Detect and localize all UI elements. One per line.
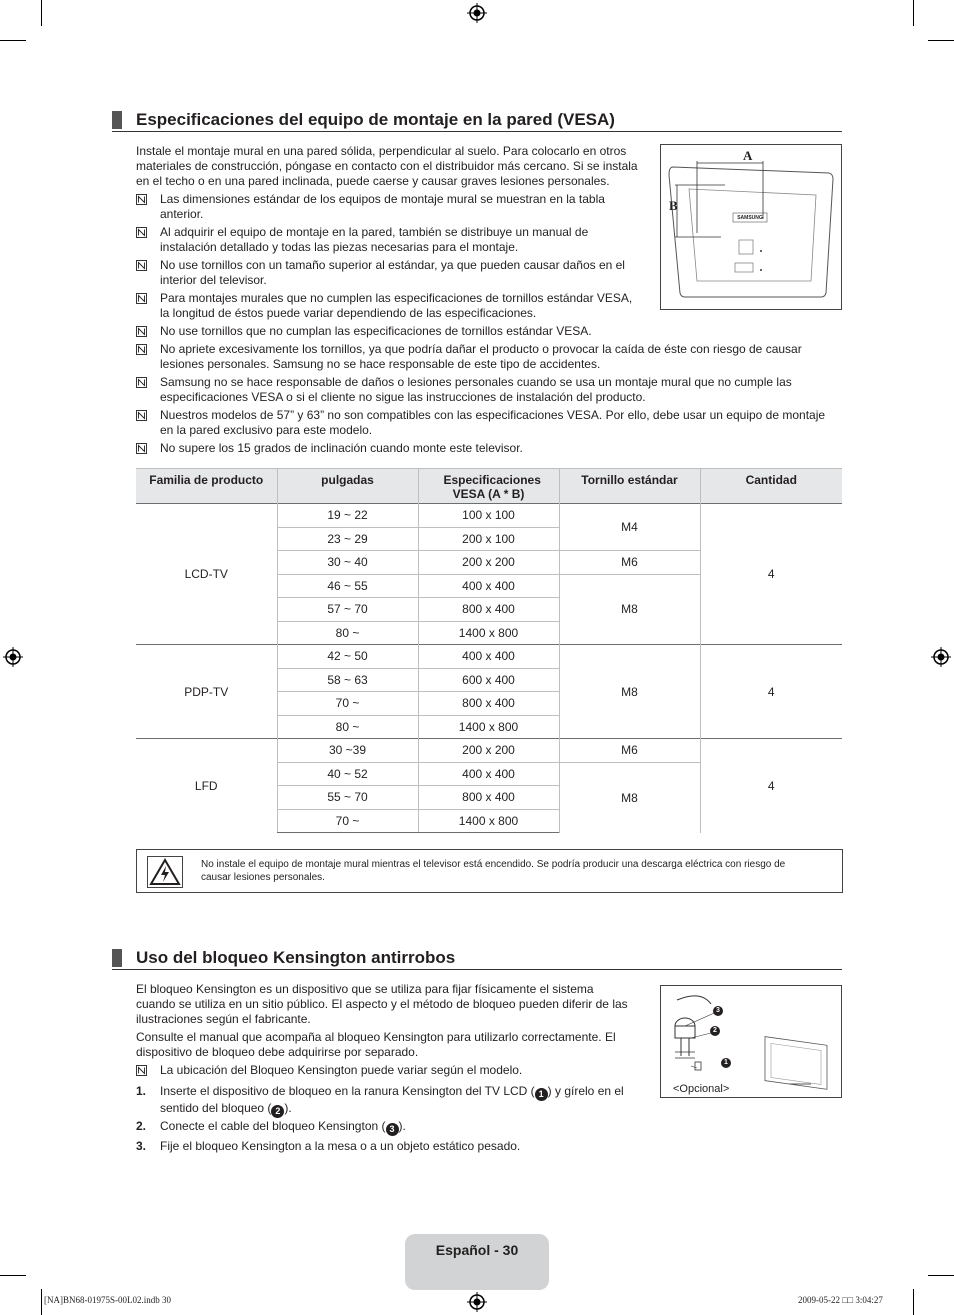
header-screw: Tornillo estándar — [559, 469, 700, 504]
para-line: El bloqueo Kensington es un dispositivo que se utiliza para fijar físicamente el sistema — [136, 982, 594, 996]
note-item — [136, 324, 842, 339]
note-text: Samsung no se hace responsable de daños o lesiones personales cuando se usa un montaje mural que no cumple las especificaciones VESA o si el cliente no sigue las instrucciones de instalación del producto. — [160, 375, 792, 404]
illus-caption: <Opcional> — [673, 1083, 730, 1095]
cell-quantity: 4 — [700, 739, 842, 833]
vesa-spec-table — [136, 468, 842, 833]
warning-text — [201, 858, 831, 884]
registration-mark-icon — [3, 647, 23, 667]
step-text: Inserte el dispositivo de bloqueo en la ranura Kensington del TV LCD ( 1 ) y gírelo en el sentido del bloqueo ( 2 ). — [160, 1084, 624, 1116]
step-number: 1. — [136, 1084, 147, 1098]
cell-screw: M6 — [559, 739, 700, 763]
note-icon — [136, 377, 147, 388]
section-rule — [112, 131, 842, 132]
intro-line: en el techo o en una pared inclinada, puede caerse y causar graves lesiones personales. — [136, 174, 610, 188]
number-2-icon: 2 — [710, 1026, 720, 1036]
tv-back-diagram — [660, 144, 842, 310]
registration-mark-icon — [931, 647, 951, 667]
cell-inches: 55 ~ 70 — [277, 786, 418, 810]
cell-vesa: 100 x 100 — [418, 504, 559, 528]
cell-inches: 23 ~ 29 — [277, 527, 418, 551]
table-row — [136, 739, 842, 763]
footer-left: [NA]BN68-01975S-00L02.indb 30 — [44, 1295, 171, 1305]
cell-vesa: 600 x 400 — [418, 668, 559, 692]
diagram-brand: SAMSUNG — [737, 215, 763, 221]
crop-mark — [41, 0, 42, 26]
para-line: ilustraciones según el fabricante. — [136, 1012, 311, 1026]
registration-mark-icon — [467, 1292, 487, 1312]
tv-back-icon — [661, 145, 841, 309]
cell-family: LFD — [136, 739, 277, 833]
section-bar — [112, 949, 122, 967]
cell-inches: 46 ~ 55 — [277, 574, 418, 598]
intro-line: materiales de construcción, póngase en contacto con el distribuidor más cercano. Si se instala — [136, 159, 638, 173]
step-number: 3. — [136, 1139, 147, 1153]
para-line: Consulte el manual que acompaña al bloqueo Kensington para utilizarlo correctamente. El — [136, 1030, 616, 1044]
step-number: 2. — [136, 1119, 147, 1133]
note-text: Las dimensiones estándar de los equipos de montaje mural se muestran en la tabla anterior. — [160, 192, 605, 221]
cell-inches: 70 ~ — [277, 809, 418, 833]
cell-inches: 80 ~ — [277, 621, 418, 645]
section-bar — [112, 111, 122, 129]
kensington-lock-icon — [661, 986, 841, 1097]
note-item — [136, 408, 842, 438]
crop-mark — [41, 1289, 42, 1315]
cell-vesa: 200 x 100 — [418, 527, 559, 551]
kensington-paragraph — [136, 982, 656, 1060]
note-item — [136, 375, 842, 405]
note-item — [136, 441, 842, 456]
page-number-box — [405, 1234, 549, 1290]
cell-vesa: 200 x 200 — [418, 551, 559, 575]
warning-line: causar lesiones personales. — [201, 872, 325, 883]
note-item — [136, 1063, 656, 1078]
header-vesa: Especificaciones VESA (A * B) — [418, 469, 559, 504]
note-icon — [136, 194, 147, 205]
note-text: Al adquirir el equipo de montaje en la pared, también se distribuye un manual de instalación detallado y todas las piezas necesarias para el montaje. — [160, 225, 589, 254]
cell-inches: 57 ~ 70 — [277, 598, 418, 622]
note-icon — [136, 410, 147, 421]
diagram-label-a: A — [743, 148, 753, 163]
note-text: No use tornillos con un tamaño superior al estándar, ya que pueden causar daños en el interior del televisor. — [160, 258, 625, 287]
intro-line: Instale el montaje mural en una pared sólida, perpendicular al suelo. Para colocarlo en otros — [136, 144, 627, 158]
para-line: cuando se utiliza en un sitio público. El aspecto y el método de bloqueo pueden diferir de las — [136, 997, 628, 1011]
crop-mark — [913, 0, 914, 26]
registration-mark-icon — [467, 3, 487, 23]
header-quantity: Cantidad — [700, 469, 842, 504]
note-icon — [136, 344, 147, 355]
cell-family: PDP-TV — [136, 645, 277, 739]
kensington-diagram — [660, 985, 842, 1098]
section-rule — [112, 969, 842, 970]
note-text: No apriete excesivamente los tornillos, ya que podría dañar el producto o provocar la caída de éste con riesgo de causar lesiones personales. Samsung no se hace responsable de este tipo de accidentes. — [160, 342, 802, 371]
page-label: Español - 30 — [435, 1242, 519, 1258]
cell-quantity: 4 — [700, 504, 842, 645]
note-item — [136, 258, 646, 288]
cell-inches: 30 ~ 40 — [277, 551, 418, 575]
number-1-icon: 1 — [535, 1088, 548, 1101]
note-icon — [136, 326, 147, 337]
note-item — [136, 225, 646, 255]
note-text: No supere los 15 grados de inclinación cuando monte este televisor. — [160, 441, 523, 455]
para-line: dispositivo de bloqueo debe adquirirse por separado. — [136, 1045, 419, 1059]
crop-mark — [0, 40, 26, 41]
cell-inches: 58 ~ 63 — [277, 668, 418, 692]
header-product-family: Familia de producto — [136, 469, 277, 504]
cell-inches: 42 ~ 50 — [277, 645, 418, 669]
table-row — [136, 645, 842, 669]
step-text: Conecte el cable del bloqueo Kensington ( 3 ). — [160, 1119, 406, 1134]
cell-vesa: 800 x 400 — [418, 692, 559, 716]
note-icon — [136, 1065, 147, 1076]
note-item — [136, 291, 646, 321]
note-text: No use tornillos que no cumplan las especificaciones de tornillos estándar VESA. — [160, 324, 592, 338]
section-title-text: Especificaciones del equipo de montaje en la pared (VESA) — [136, 110, 615, 129]
cell-screw: M8 — [559, 574, 700, 645]
number-3-icon: 3 — [713, 1006, 723, 1016]
note-icon — [136, 260, 147, 271]
cell-vesa: 1400 x 800 — [418, 715, 559, 739]
diagram-label-b: B — [669, 198, 678, 213]
note-text: Para montajes murales que no cumplen las especificaciones de tornillos estándar VESA, la longitud de éstos puede variar dependiendo de las especificaciones. — [160, 291, 633, 320]
cell-vesa: 1400 x 800 — [418, 809, 559, 833]
section-title-vesa — [112, 110, 842, 132]
cell-vesa: 400 x 400 — [418, 645, 559, 669]
note-icon — [136, 227, 147, 238]
cell-vesa: 400 x 400 — [418, 574, 559, 598]
header-inches: pulgadas — [277, 469, 418, 504]
cell-inches: 40 ~ 52 — [277, 762, 418, 786]
cell-family: LCD-TV — [136, 504, 277, 645]
cell-screw: M8 — [559, 645, 700, 739]
note-text: La ubicación del Bloqueo Kensington puede variar según el modelo. — [160, 1063, 523, 1077]
footer-right: 2009-05-22 □□ 3:04:27 — [798, 1295, 883, 1305]
cell-quantity: 4 — [700, 645, 842, 739]
cell-vesa: 1400 x 800 — [418, 621, 559, 645]
section-title-text: Uso del bloqueo Kensington antirrobos — [136, 948, 456, 967]
number-1-icon: 1 — [721, 1058, 731, 1068]
note-item — [136, 342, 842, 372]
section-title-kensington — [112, 948, 842, 970]
number-2-icon: 2 — [271, 1105, 284, 1118]
table-header-row — [136, 469, 842, 504]
note-text: Nuestros modelos de 57” y 63” no son compatibles con las especificaciones VESA. Por ello, debe usar un equipo de montaje en la pared exclusivo para este modelo. — [160, 408, 826, 437]
cell-vesa: 400 x 400 — [418, 762, 559, 786]
note-icon — [136, 293, 147, 304]
intro-paragraph — [136, 144, 656, 189]
cell-vesa: 200 x 200 — [418, 739, 559, 763]
cell-inches: 80 ~ — [277, 715, 418, 739]
crop-mark — [928, 40, 954, 41]
note-item — [136, 192, 646, 222]
electric-shock-warning-icon — [147, 856, 183, 888]
cell-screw: M4 — [559, 504, 700, 551]
cell-vesa: 800 x 400 — [418, 786, 559, 810]
warning-line: No instale el equipo de montaje mural mientras el televisor está encendido. Se podría producir una descarga eléctrica con riesgo de — [201, 859, 786, 870]
crop-mark — [928, 1275, 954, 1276]
table-row — [136, 504, 842, 528]
crop-mark — [913, 1289, 914, 1315]
cell-screw: M8 — [559, 762, 700, 833]
cell-inches: 19 ~ 22 — [277, 504, 418, 528]
step-text: Fije el bloqueo Kensington a la mesa o a un objeto estático pesado. — [160, 1139, 521, 1153]
cell-vesa: 800 x 400 — [418, 598, 559, 622]
cell-inches: 70 ~ — [277, 692, 418, 716]
number-3-icon: 3 — [386, 1123, 399, 1136]
warning-box — [136, 849, 843, 893]
crop-mark — [0, 1275, 26, 1276]
cell-screw: M6 — [559, 551, 700, 575]
note-icon — [136, 443, 147, 454]
cell-inches: 30 ~39 — [277, 739, 418, 763]
